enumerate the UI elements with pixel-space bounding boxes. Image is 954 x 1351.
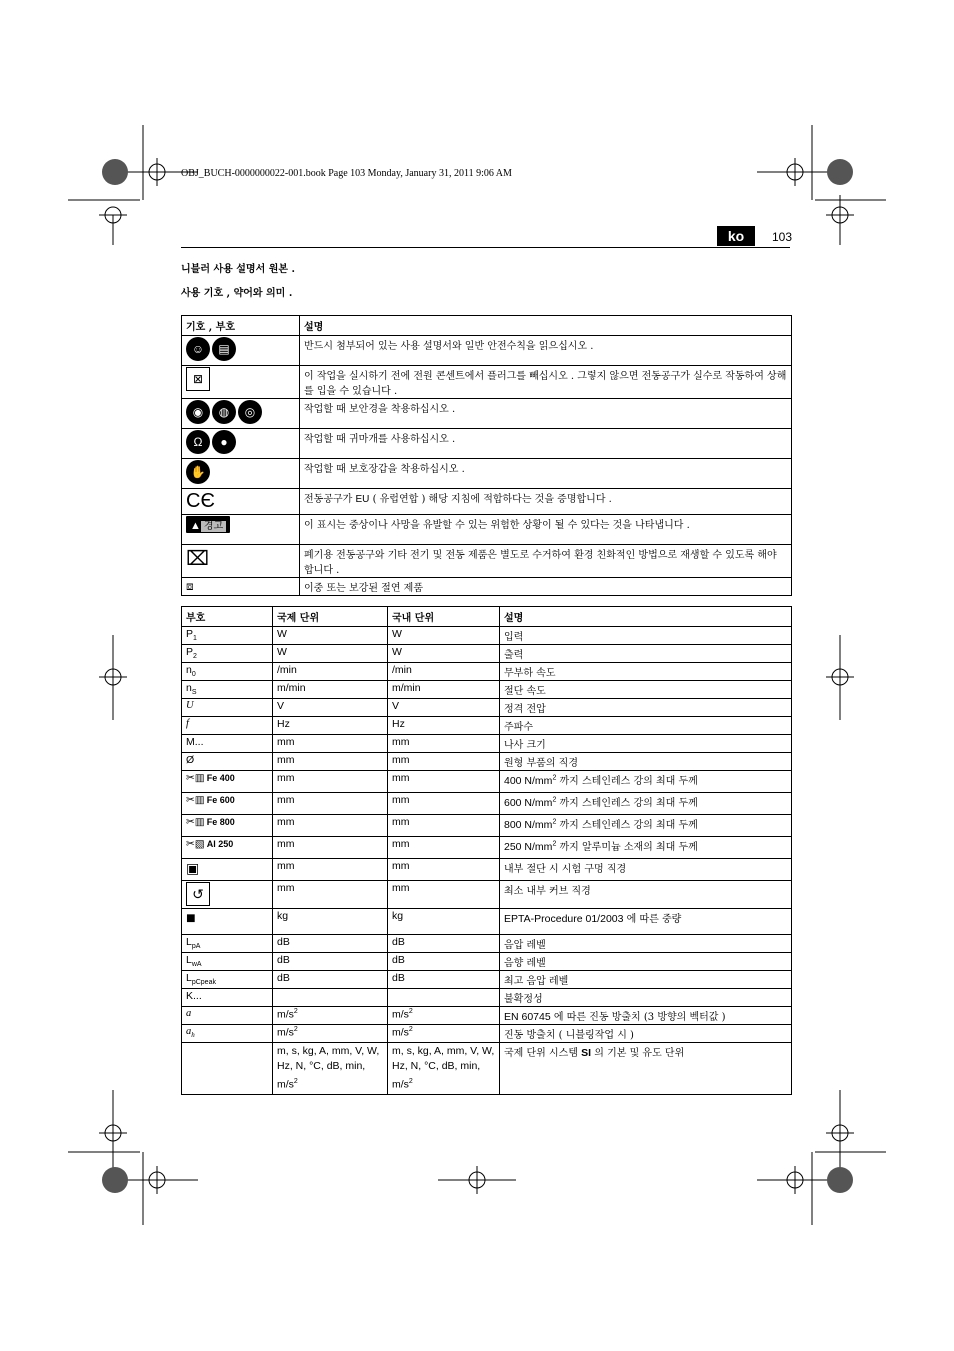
table-row: ✂▥ Fe 600 mm mm 600 $N/mm^2$ 까지 스테인레스 강의 최대 두께 [182, 793, 792, 815]
table-row: ▣ mm mm 내부 절단 시 시험 구멍 직경 [182, 859, 792, 881]
table-row [182, 578, 792, 596]
row-description: 작업할 때 보호장갑을 착용하십시오 . [300, 459, 792, 489]
table-row: Ø mm mm 원형 부품의 직경 [182, 753, 792, 771]
table-row [182, 429, 792, 459]
table-header-row [182, 316, 792, 336]
read-manual-icon: ☺ [186, 337, 210, 361]
row-description: 반드시 첨부되어 있는 사용 설명서와 일반 안전수칙을 읽으십시오 . [300, 336, 792, 366]
symbol-table [181, 315, 792, 596]
safety-goggles-icon: ◉ [186, 400, 210, 424]
crossed-bin-icon: ⌧ [186, 548, 210, 570]
warning-icon: ▲ 경고 [186, 516, 230, 533]
table-row: $L_{pA}$ dB dB 음압 레벨 [182, 935, 792, 953]
column-header: 기호 , 부호 [182, 316, 300, 336]
subtitle: 니블러 사용 설명서 원본 . [181, 264, 296, 275]
cut-steel-icon: ✂▥ [186, 772, 205, 785]
row-description: 이 표시는 중상이나 사망을 유발할 수 있는 위험한 상황이 될 수 있다는 것을 나타냅니다 . [300, 515, 792, 545]
cut-steel-icon: ✂▥ [186, 794, 205, 807]
face-shield-icon: ◍ [212, 400, 236, 424]
book-icon: ▤ [212, 337, 236, 361]
file-info-line: OBJ_BUCH-0000000022-001.book Page 103 Monday, January 31, 2011 9:06 AM [181, 168, 512, 179]
table-row: ✂▧ Al 250 mm mm 250 $N/mm^2$ 까지 알루미늄 소재의 최대 두께 [182, 837, 792, 859]
table-row: $L_{wA}$ dB dB 음향 레벨 [182, 953, 792, 971]
table-row [182, 366, 792, 399]
column-header: 설명 [500, 607, 792, 627]
ear-muffs-icon: ● [212, 430, 236, 454]
row-description: 작업할 때 보안경을 착용하십시오 . [300, 399, 792, 429]
table-row [182, 459, 792, 489]
column-header: 국제 단위 [273, 607, 388, 627]
table-row: $n_0$ /min /min 무부하 속도 [182, 663, 792, 681]
double-insulation-icon: ⧈ [186, 579, 194, 593]
table-row: $n_S$ m/min m/min 절단 속도 [182, 681, 792, 699]
page-number: 103 [772, 230, 793, 244]
cut-aluminium-icon: ✂▧ [186, 838, 205, 851]
unit-table [181, 606, 792, 1095]
table-row: ✂▥ Fe 400 mm mm 400 $N/mm^2$ 까지 스테인레스 강의 최대 두께 [182, 771, 792, 793]
ear-protection-icon: Ω [186, 430, 210, 454]
row-description: 폐기용 전동공구와 기타 전기 및 전동 제품은 별도로 수거하여 환경 친화적인 방법으로 재생할 수 있도록 해야 합니다 . [300, 545, 792, 578]
table-row: a $m/s^2$ $m/s^2$ EN 60745 에 따른 진동 방출치 (3 방향의 벡터값 ) [182, 1007, 792, 1025]
table-row [182, 489, 792, 515]
weight-icon: ■ [186, 910, 196, 927]
table-row: M... mm mm 나사 크기 [182, 735, 792, 753]
page-title: 사용 기호 , 약어와 의미 . [181, 288, 293, 299]
column-header: 설명 [300, 316, 792, 336]
ce-mark-icon: C​Є [186, 490, 215, 512]
table-row: ■ kg kg EPTA-Procedure 01/2003 에 따른 중량 [182, 909, 792, 935]
table-row [182, 399, 792, 429]
row-description: 이 작업을 실시하기 전에 전원 콘센트에서 플러그를 빼십시오 . 그렇지 않으면 전동공구가 실수로 작동하여 상해를 입을 수 있습니다 . [300, 366, 792, 399]
table-row: m, s, kg, A, mm, V, W, Hz, N, °C, dB, min, $m/s^2$ m, s, kg, A, mm, V, W, Hz, N, °C, dB, min, $m/s^2$ 국제 단위 시스템 SI 의 기본 및 유도 단위 [182, 1043, 792, 1095]
gloves-icon: ✋ [186, 460, 210, 484]
table-row: f Hz Hz 주파수 [182, 717, 792, 735]
table-row: $P_2$ W W 출력 [182, 645, 792, 663]
pilot-hole-icon: ▣ [186, 860, 200, 876]
table-row [182, 336, 792, 366]
table-row: $a_h$ $m/s^2$ $m/s^2$ 진동 방출치 ( 니블링작업 시 ) [182, 1025, 792, 1043]
row-description: 전동공구가 EU ( 유럽연합 ) 해당 지침에 적합하다는 것을 증명합니다 . [300, 489, 792, 515]
table-header-row [182, 607, 792, 627]
table-row: U V V 정격 전압 [182, 699, 792, 717]
table-row: ✂▥ Fe 800 mm mm 800 $N/mm^2$ 까지 스테인레스 강의 최대 두께 [182, 815, 792, 837]
curve-diameter-icon: ↺ [186, 882, 210, 906]
table-row: ↺ mm mm 최소 내부 커브 직경 [182, 881, 792, 909]
cut-steel-icon: ✂▥ [186, 816, 205, 829]
column-header: 국내 단위 [388, 607, 500, 627]
table-row [182, 545, 792, 578]
table-row [182, 515, 792, 545]
row-description: 이중 또는 보강된 절연 제품 [300, 578, 792, 596]
table-row: $L_{pCpeak}$ dB dB 최고 음압 레벨 [182, 971, 792, 989]
goggles-icon: ◎ [238, 400, 262, 424]
language-badge: ko [717, 226, 755, 246]
row-description: 작업할 때 귀마개를 사용하십시오 . [300, 429, 792, 459]
column-header: 부호 [182, 607, 273, 627]
unplug-icon: ⊠ [186, 367, 210, 391]
warning-label: 경고 [201, 521, 226, 532]
table-row: K... 불확정성 [182, 989, 792, 1007]
table-row: $P_1$ W W 입력 [182, 627, 792, 645]
header-rule [181, 247, 790, 248]
